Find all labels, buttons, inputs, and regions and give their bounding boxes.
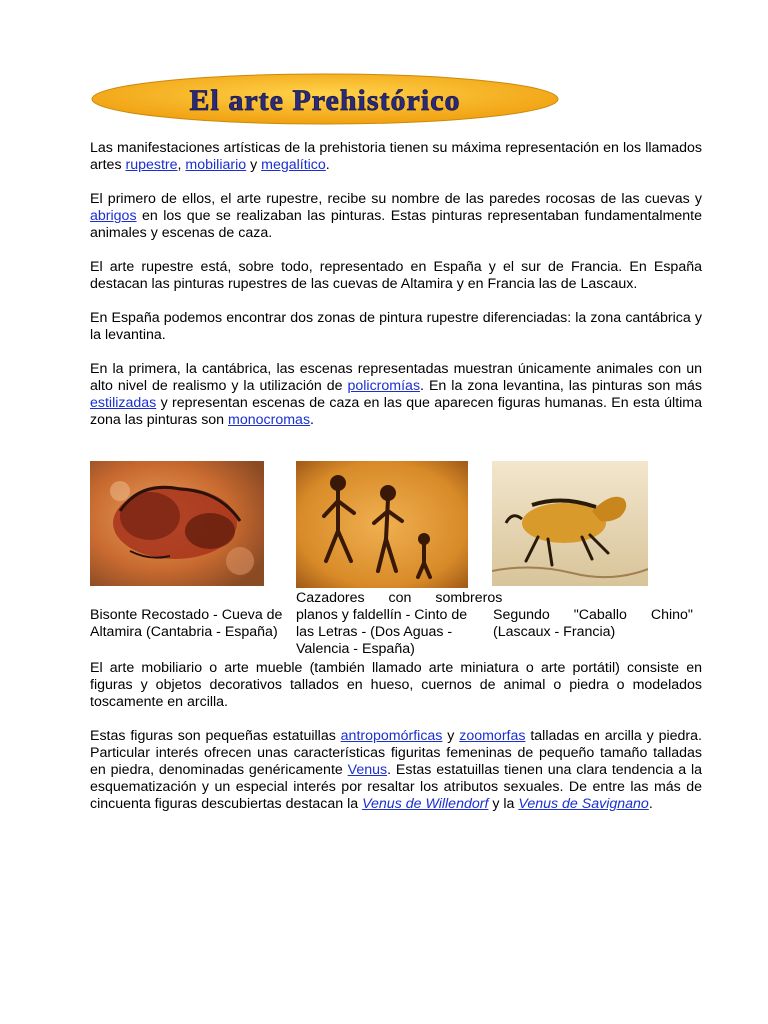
text: .	[648, 796, 653, 812]
intro-text	[90, 140, 702, 446]
bison-altamira-image	[90, 461, 264, 586]
paragraph-7	[90, 728, 702, 813]
paragraph-4	[90, 310, 702, 344]
link-venus[interactable]: Venus	[347, 762, 388, 778]
text: y representan escenas de caza en las que aparecen figuras humanas. En esta última zona las pinturas son	[90, 395, 702, 428]
text: . En la zona levantina, las pinturas son más	[420, 378, 702, 394]
link-monocromas[interactable]: monocromas	[228, 412, 311, 428]
caption-line: Valencia - España)	[296, 641, 415, 657]
text: El primero de ellos, el arte rupestre, recibe su nombre de las paredes rocosas de las cuevas y	[90, 191, 702, 207]
link-estilizadas[interactable]: estilizadas	[90, 395, 157, 411]
hunters-cinto-letras-image	[296, 461, 468, 588]
mobiliary-art-text	[90, 660, 702, 830]
caption-horse	[493, 607, 693, 641]
page-title: El arte Prehistórico	[189, 84, 461, 117]
link-policromias[interactable]: policromías	[347, 378, 421, 394]
text: .	[325, 157, 330, 173]
link-venus-savignano[interactable]: Venus de Savignano	[518, 796, 649, 812]
text: El arte mobiliario o arte mueble (también llamado arte miniatura o arte portátil) consiste en figuras y objetos decorativos tallados en hueso, cuernos de animal o piedra o modelados toscamente en arcilla.	[90, 660, 702, 710]
image-row	[0, 461, 768, 589]
text: Estas figuras son pequeñas estatuillas	[90, 728, 341, 744]
text: y la	[488, 796, 519, 812]
text: y	[442, 728, 460, 744]
link-megalitico[interactable]: megalítico	[261, 157, 326, 173]
text: en los que se realizaban las pinturas. Estas pinturas representaban fundamentalmente animales y escenas de caza.	[90, 208, 702, 241]
caption-line: Cazadores con sombreros	[296, 590, 503, 606]
caption-line: planos y faldellín - Cinto de	[296, 607, 468, 623]
text: ,	[177, 157, 186, 173]
page-title-banner	[90, 72, 560, 126]
caption-line: las Letras - (Dos Aguas -	[296, 624, 453, 640]
link-rupestre[interactable]: rupestre	[125, 157, 178, 173]
caption-line: (Lascaux - Francia)	[493, 624, 616, 640]
caption-line: Altamira (Cantabria - España)	[90, 624, 278, 640]
caption-line: Segundo "Caballo Chino"	[493, 607, 693, 623]
link-abrigos[interactable]: abrigos	[90, 208, 137, 224]
chinese-horse-lascaux-image	[492, 461, 648, 586]
text: En España podemos encontrar dos zonas de pintura rupestre diferenciadas: la zona cantábrica y la levantina.	[90, 310, 702, 343]
text: El arte rupestre está, sobre todo, representado en España y el sur de Francia. En España destacan las pinturas rupestres de las cuevas de Altamira y en Francia las de Lascaux.	[90, 259, 702, 292]
caption-bison	[90, 607, 282, 641]
text: y	[246, 157, 262, 173]
text: .	[310, 412, 314, 428]
text: En la primera, la cantábrica, las escenas representadas muestran únicamente animales con un alto nivel de realismo y la utilización de	[90, 361, 702, 394]
caption-hunters	[296, 590, 502, 658]
paragraph-6	[90, 660, 702, 711]
text: talladas en arcilla y piedra. Particular interés ofrecen unas características figuritas femeninas de pequeño tamaño talladas en piedra, denominadas genéricamente	[90, 728, 702, 778]
paragraph-1	[90, 140, 702, 174]
text: Las manifestaciones artísticas de la prehistoria tienen su máxima representación en los llamados artes	[90, 140, 702, 173]
link-venus-willendorf[interactable]: Venus de Willendorf	[362, 796, 489, 812]
link-antropomorficas[interactable]: antropomórficas	[340, 728, 443, 744]
paragraph-2	[90, 191, 702, 242]
link-mobiliario[interactable]: mobiliario	[185, 157, 247, 173]
caption-line: Bisonte Recostado - Cueva de	[90, 607, 283, 623]
paragraph-3	[90, 259, 702, 293]
link-zoomorfas[interactable]: zoomorfas	[459, 728, 526, 744]
paragraph-5	[90, 361, 702, 429]
text: . Estas estatuillas tienen una clara tendencia a la esquematización y un especial interés por resaltar los atributos sexuales. De entre las más de cincuenta figuras descubiertas destacan la	[90, 762, 703, 812]
